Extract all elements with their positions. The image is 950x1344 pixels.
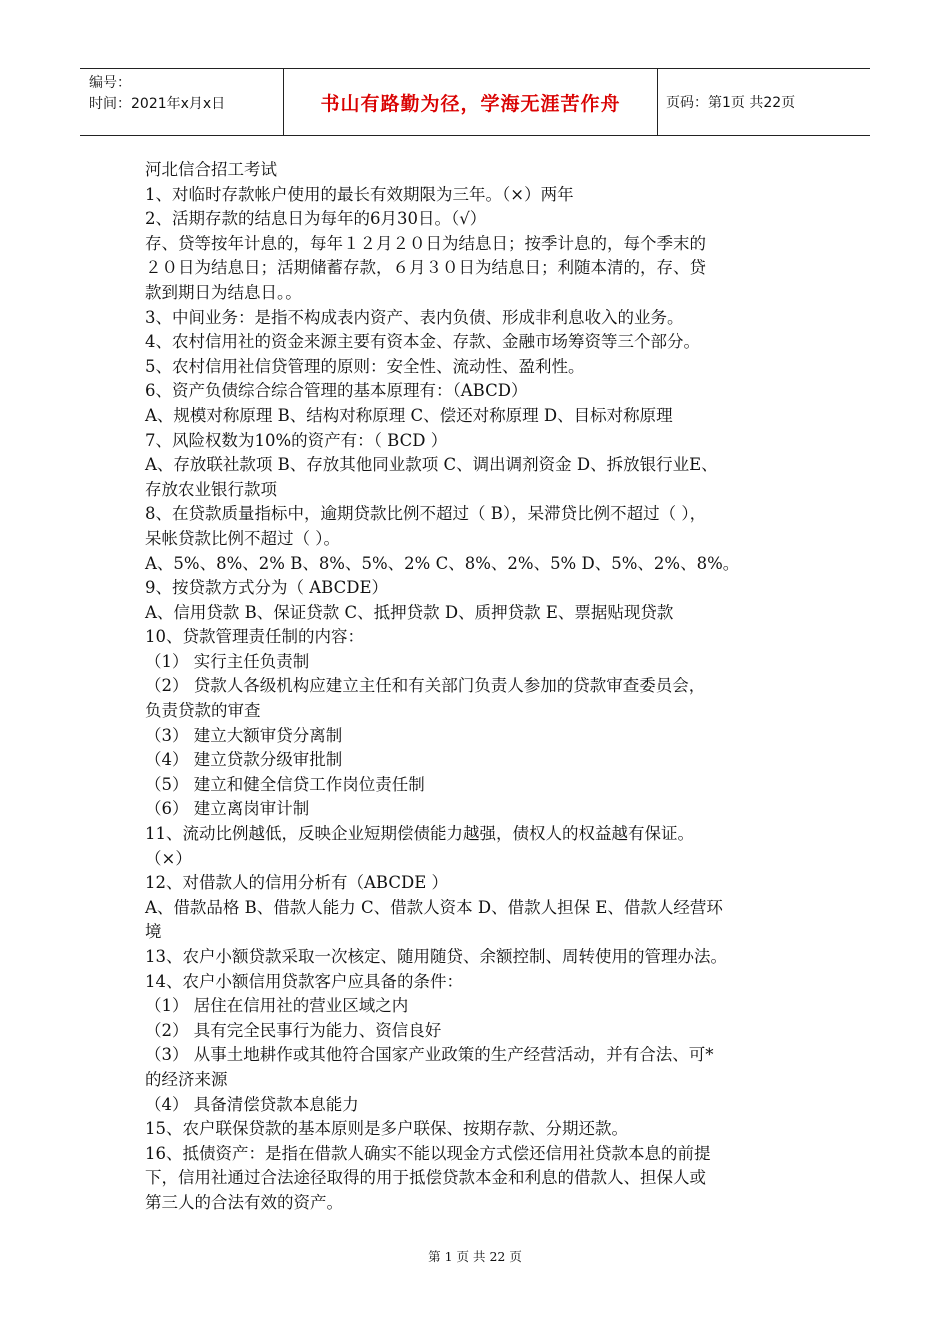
text-line: A、规模对称原理 B、结构对称原理 C、偿还对称原理 D、目标对称原理	[145, 405, 673, 425]
text-line: （3） 从事土地耕作或其他符合国家产业政策的生产经营活动，并有合法、可*	[145, 1045, 714, 1065]
text-line: 12、对借款人的信用分析有（ABCDE ）	[145, 873, 448, 893]
text-line: 款到期日为结息日。。	[145, 282, 302, 302]
text-line: 4、农村信用社的资金来源主要有资本金、存款、金融市场筹资等三个部分。	[145, 332, 700, 352]
text-line: A、信用贷款 B、保证贷款 C、抵押贷款 D、质押贷款 E、票据贴现贷款	[145, 602, 674, 622]
text-line: （×）	[145, 848, 192, 868]
text-line: 11、流动比例越低，反映企业短期偿债能力越强，债权人的权益越有保证。	[145, 824, 694, 844]
text-line: 负责贷款的审查	[145, 701, 261, 721]
header-meta	[80, 69, 284, 135]
text-line: 5、农村信用社信贷管理的原则：安全性、流动性、盈利性。	[145, 356, 585, 376]
text-line: （2） 具有完全民事行为能力、资信良好	[145, 1020, 442, 1040]
text-line: A、5%、8%、2% B、8%、5%、2% C、8%、2%、5% D、5%、2%、8%。	[145, 553, 740, 573]
text-line: 下，信用社通过合法途径取得的用于抵偿贷款本金和利息的借款人、担保人或	[145, 1168, 706, 1188]
text-line: （3） 建立大额审贷分离制	[145, 725, 343, 745]
text-line: 存放农业银行款项	[145, 479, 277, 499]
text-line: （2） 贷款人各级机构应建立主任和有关部门负责人参加的贷款审查委员会，	[145, 676, 706, 696]
text-line: 第三人的合法有效的资产。	[145, 1192, 343, 1212]
header-motto: 书山有路勤为径，学海无涯苦作舟	[284, 69, 658, 135]
text-line: 6、资产负债综合综合管理的基本原理有：（ABCD）	[145, 381, 528, 401]
text-line: ２０日为结息日；活期储蓄存款，６月３０日为结息日；利随本清的，存、贷	[145, 258, 706, 278]
text-line: A、借款品格 B、借款人能力 C、借款人资本 D、借款人担保 E、借款人经营环	[145, 897, 723, 917]
text-line: 的经济来源	[145, 1069, 228, 1089]
text-line: （1） 实行主任负责制	[145, 651, 310, 671]
document-time-label: 时间：2021年x月x日	[89, 96, 226, 112]
text-line: （4） 建立贷款分级审批制	[145, 750, 343, 770]
text-line: （1） 居住在信用社的营业区域之内	[145, 996, 409, 1016]
document-title: 河北信合招工考试	[145, 160, 277, 179]
page-footer: 第 1 页 共 22 页	[428, 1249, 522, 1264]
text-line: 3、中间业务：是指不构成表内资产、表内负债、形成非利息收入的业务。	[145, 307, 684, 327]
header-page-info: 页码：第1页 共22页	[666, 95, 796, 111]
document-body	[145, 158, 810, 1216]
text-line: 16、抵债资产：是指在借款人确实不能以现金方式偿还信用社贷款本息的前提	[145, 1143, 711, 1163]
page-header	[80, 68, 870, 136]
text-line: A、存放联社款项 B、存放其他同业款项 C、调出调剂资金 D、拆放银行业E、	[145, 455, 718, 475]
text-line: 呆帐贷款比例不超过（ ）。	[145, 528, 340, 548]
text-line: 14、农户小额信用贷款客户应具备的条件：	[145, 971, 463, 991]
document-number-label: 编号：	[89, 75, 131, 91]
text-line: （4） 具备清偿贷款本息能力	[145, 1094, 359, 1114]
text-line: 13、农户小额贷款采取一次核定、随用随贷、余额控制、周转使用的管理办法。	[145, 947, 727, 966]
text-line: 10、贷款管理责任制的内容：	[145, 627, 364, 647]
text-line: （6） 建立离岗审计制	[145, 799, 310, 819]
text-line: 1、对临时存款帐户使用的最长有效期限为三年。（×）两年	[145, 184, 574, 204]
text-line: 15、农户联保贷款的基本原则是多户联保、按期存款、分期还款。	[145, 1119, 628, 1139]
text-line: 8、在贷款质量指标中，逾期贷款比例不超过（ B），呆滞贷比例不超过（ ），	[145, 504, 707, 524]
text-line: 2、活期存款的结息日为每年的6月30日。（√）	[145, 209, 487, 229]
text-line: 9、按贷款方式分为（ ABCDE）	[145, 578, 388, 598]
text-line: 境	[145, 922, 162, 942]
text-line: （5） 建立和健全信贷工作岗位责任制	[145, 774, 425, 794]
text-line: 存、贷等按年计息的，每年１２月２０日为结息日；按季计息的，每个季末的	[145, 233, 706, 253]
text-line: 7、风险权数为10%的资产有：（ BCD ）	[145, 430, 448, 450]
